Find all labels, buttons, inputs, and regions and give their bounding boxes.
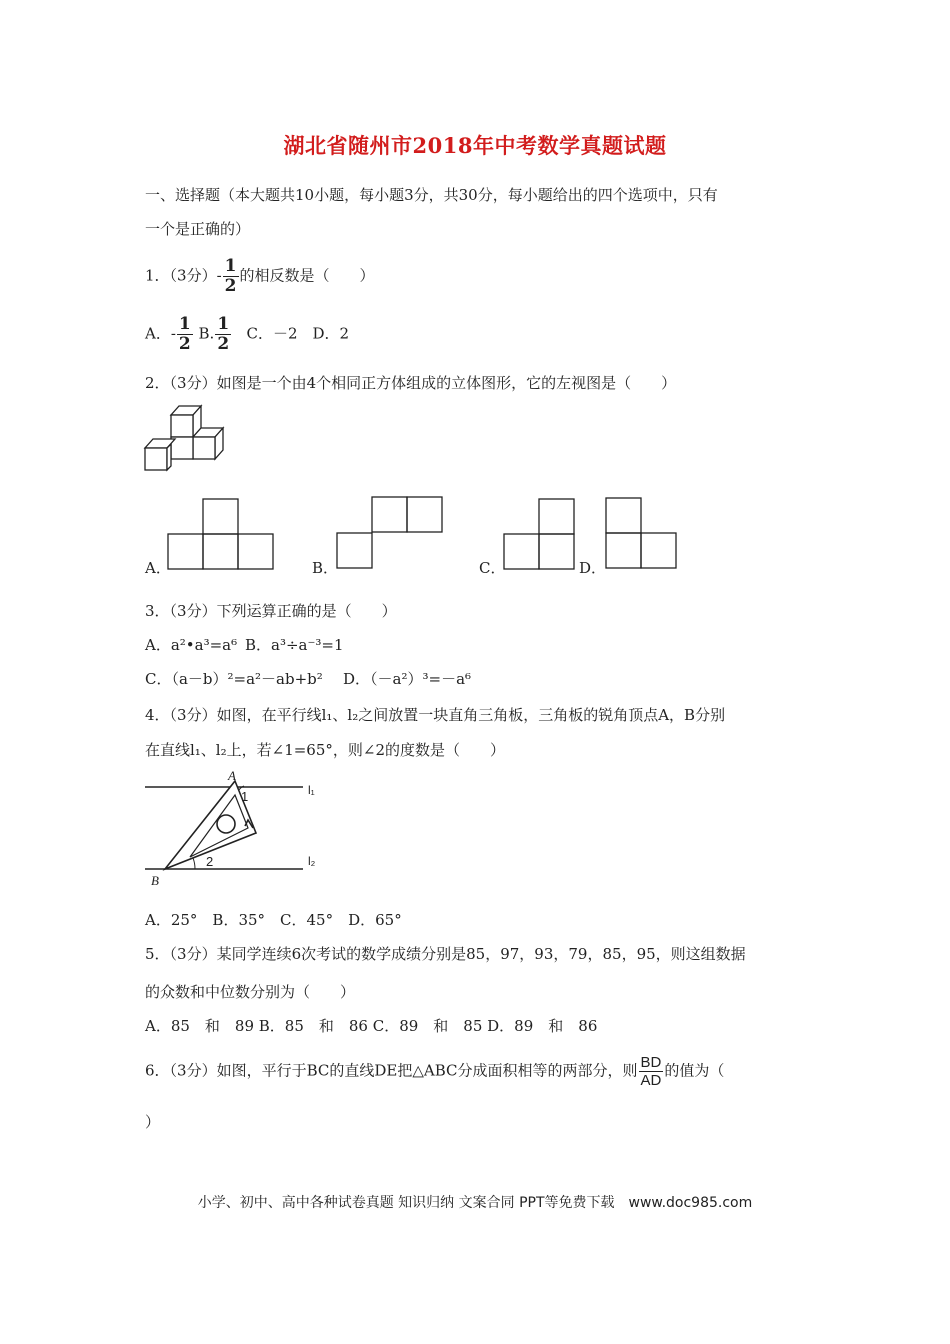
q1-option-a-label: A．-	[145, 324, 176, 343]
q1-prefix: 1．（3分）-	[145, 266, 222, 285]
q2-option-b-figure	[336, 497, 444, 569]
q6-frac-num: BD	[640, 1054, 662, 1071]
question-5-line2: 的众数和中位数分别为（ ）	[145, 983, 356, 1001]
q6-prefix: 6．（3分）如图，平行于BC的直线DE把△ABC分成面积相等的两部分，则	[145, 1061, 638, 1080]
question-6-line2: ）	[145, 1113, 161, 1131]
q1-option-a-den: 2	[178, 334, 191, 354]
q2-option-d-figure	[605, 497, 679, 569]
q3-option-d: D．（－a²）³=－a⁶	[343, 670, 472, 688]
q2-option-d-label: D．	[579, 559, 607, 577]
angle-2-label: 2	[206, 854, 214, 869]
q1-option-b-label: B.	[198, 324, 215, 343]
page-title: 湖北省随州市2018年中考数学真题试题	[283, 133, 667, 158]
section-heading-line2: 一个是正确的）	[145, 220, 251, 238]
q6-suffix: 的值为（	[664, 1061, 725, 1080]
q3-option-b: B．a³÷a⁻³=1	[245, 636, 344, 654]
question-1-options	[145, 315, 349, 354]
q6-frac-den: AD	[640, 1072, 662, 1089]
question-5-line1: 5．（3分）某同学连续6次考试的数学成绩分别是85，97，93，79，85，95，则这组数据	[145, 945, 746, 963]
q3-option-c: C．（a－b）²=a²－ab+b²	[145, 670, 323, 688]
label-l2: l₂	[308, 854, 316, 868]
q1-option-a-num: 1	[178, 314, 191, 334]
q2-option-c-label: C．	[479, 559, 506, 577]
q1-frac-num: 1	[224, 256, 237, 276]
question-5-options: A．85 和 89 B．85 和 86 C．89 和 85 D．89 和 86	[145, 1017, 598, 1035]
q1-frac-den: 2	[224, 276, 237, 296]
label-a: A	[228, 768, 236, 783]
q4-figure	[140, 768, 330, 888]
question-2-stem: 2．（3分）如图是一个由4个相同正方体组成的立体图形，它的左视图是（ ）	[145, 374, 677, 392]
q3-option-a: A．a²•a³=a⁶	[145, 636, 238, 654]
page-footer: 小学、初中、高中各种试卷真题 知识归纳 文案合同 PPT等免费下载 www.doc985.com	[197, 1195, 753, 1211]
label-b: B	[151, 873, 159, 888]
q1-options-c-d: C．－2 D．2	[246, 324, 350, 343]
question-4-line1: 4．（3分）如图，在平行线l₁、l₂之间放置一块直角三角板，三角板的锐角顶点A，B分别	[145, 706, 726, 724]
q1-option-b-den: 2	[217, 334, 230, 354]
q2-option-c-figure	[503, 498, 577, 570]
question-6-line1	[145, 1054, 724, 1089]
q2-option-a-label: A．	[145, 559, 171, 577]
angle-1-label: 1	[241, 789, 249, 804]
q1-suffix: 的相反数是（ ）	[239, 266, 375, 285]
q1-option-b-fraction	[215, 315, 231, 354]
question-3-stem: 3．（3分）下列运算正确的是（ ）	[145, 602, 397, 620]
q2-option-a-figure	[168, 498, 274, 570]
q2-option-b-label: B．	[312, 559, 339, 577]
question-1-stem	[145, 257, 375, 296]
label-l1: l₁	[308, 783, 315, 797]
q1-option-b-num: 1	[217, 314, 230, 334]
q1-fraction	[223, 257, 239, 296]
q2-solid-figure	[140, 400, 240, 475]
question-4-line2: 在直线l₁、l₂上，若∠1=65°，则∠2的度数是（ ）	[145, 741, 506, 759]
q6-fraction	[639, 1054, 664, 1089]
question-4-options: A．25° B．35° C．45° D．65°	[145, 911, 402, 929]
section-heading-line1: 一、选择题（本大题共10小题，每小题3分，共30分，每小题给出的四个选项中，只有	[145, 186, 718, 204]
q1-option-a-fraction	[177, 315, 193, 354]
